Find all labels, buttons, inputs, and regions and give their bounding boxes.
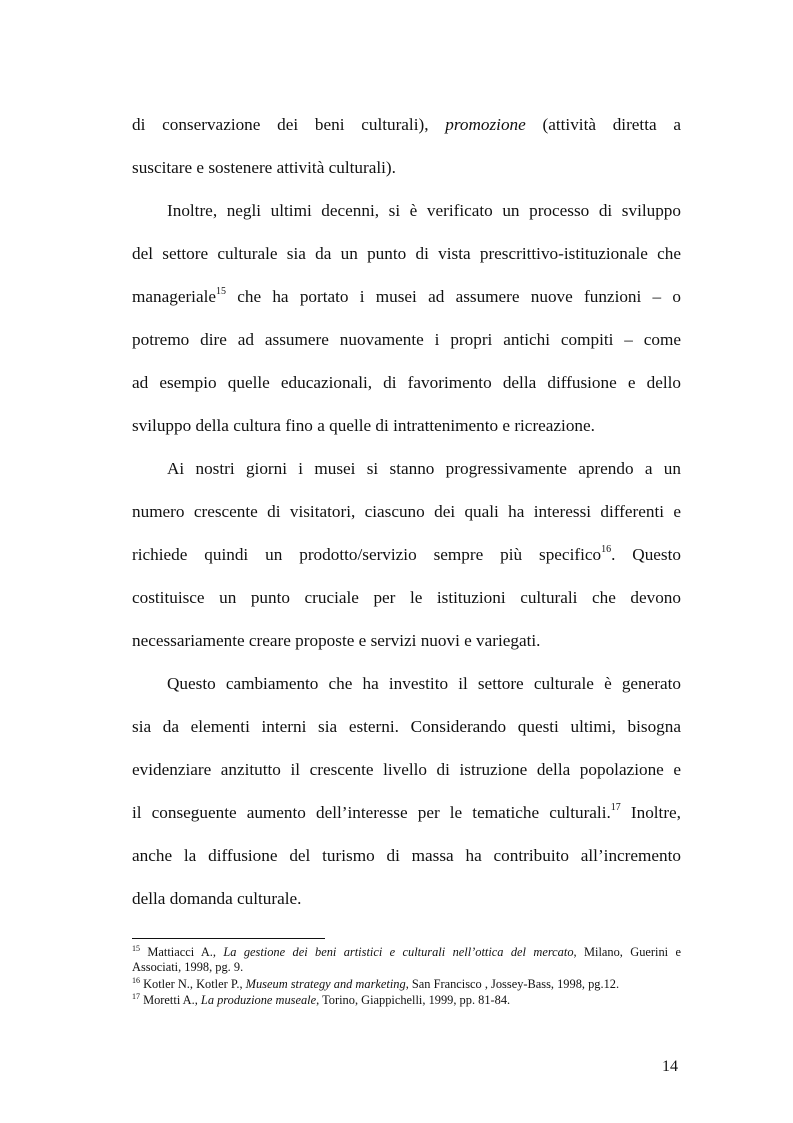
emphasis-promozione: promozione (445, 115, 526, 134)
body-line-17: il conseguente aumento dell’interesse per le tematiche culturali.$^{17}$ Inoltre, (132, 802, 681, 822)
footnote-ref-17[interactable]: 17 (610, 802, 621, 814)
body-line-12: costituisce un punto cruciale per le istituzioni culturali che devono (132, 588, 681, 607)
body-line-7: ad esempio quelle educazionali, di favorimento della diffusione e dello (132, 373, 681, 392)
body-line-19: della domanda culturale. (132, 889, 302, 908)
body-line-4: del settore culturale sia da un punto di vista prescrittivo-istituzionale che (132, 244, 681, 263)
footnote-separator (132, 938, 325, 939)
body-line-14: Questo cambiamento che ha investito il settore culturale è generato (167, 674, 681, 693)
body-line-6: potremo dire ad assumere nuovamente i propri antichi compiti – come (132, 330, 681, 349)
body-line-11: richiede quindi un prodotto/servizio sempre più specifico$^{16}$. Questo (132, 544, 681, 564)
body-line-13: necessariamente creare proposte e servizi nuovi e variegati. (132, 631, 541, 650)
footnote-ref-15[interactable]: 15 (215, 286, 226, 298)
footnote-15: $^{15}$ Mattiacci A., La gestione dei beni artistici e culturali nell’ottica del mercato, Milano, Guerini e Associati, 1998, pg. 9. (132, 943, 681, 974)
footnote-16: $^{16}$ Kotler N., Kotler P., Museum strategy and marketing, San Francisco , Jossey-Bass, 1998, pg.12. (132, 975, 620, 991)
body-line-1: di conservazione dei beni culturali), promozione (attività diretta a (132, 115, 681, 134)
body-line-8: sviluppo della cultura fino a quelle di intrattenimento e ricreazione. (132, 416, 595, 435)
body-line-2: suscitare e sostenere attività culturali). (132, 158, 396, 177)
body-line-3: Inoltre, negli ultimi decenni, si è verificato un processo di sviluppo (167, 201, 681, 220)
body-line-9: Ai nostri giorni i musei si stanno progressivamente aprendo a un (167, 459, 681, 478)
body-line-15: sia da elementi interni sia esterni. Considerando questi ultimi, bisogna (132, 717, 681, 736)
page-number: 14 (662, 1058, 678, 1075)
body-line-18: anche la diffusione del turismo di massa ha contribuito all’incremento (132, 846, 681, 865)
body-line-16: evidenziare anzitutto il crescente livello di istruzione della popolazione e (132, 760, 681, 779)
body-line-5: manageriale$^{15}$ che ha portato i musei ad assumere nuove funzioni – o (132, 286, 681, 306)
footnote-17: $^{17}$ Moretti A., La produzione museale, Torino, Giappichelli, 1999, pp. 81-84. (132, 991, 511, 1007)
body-line-10: numero crescente di visitatori, ciascuno dei quali ha interessi differenti e (132, 502, 681, 521)
footnote-ref-16[interactable]: 16 (601, 544, 612, 556)
